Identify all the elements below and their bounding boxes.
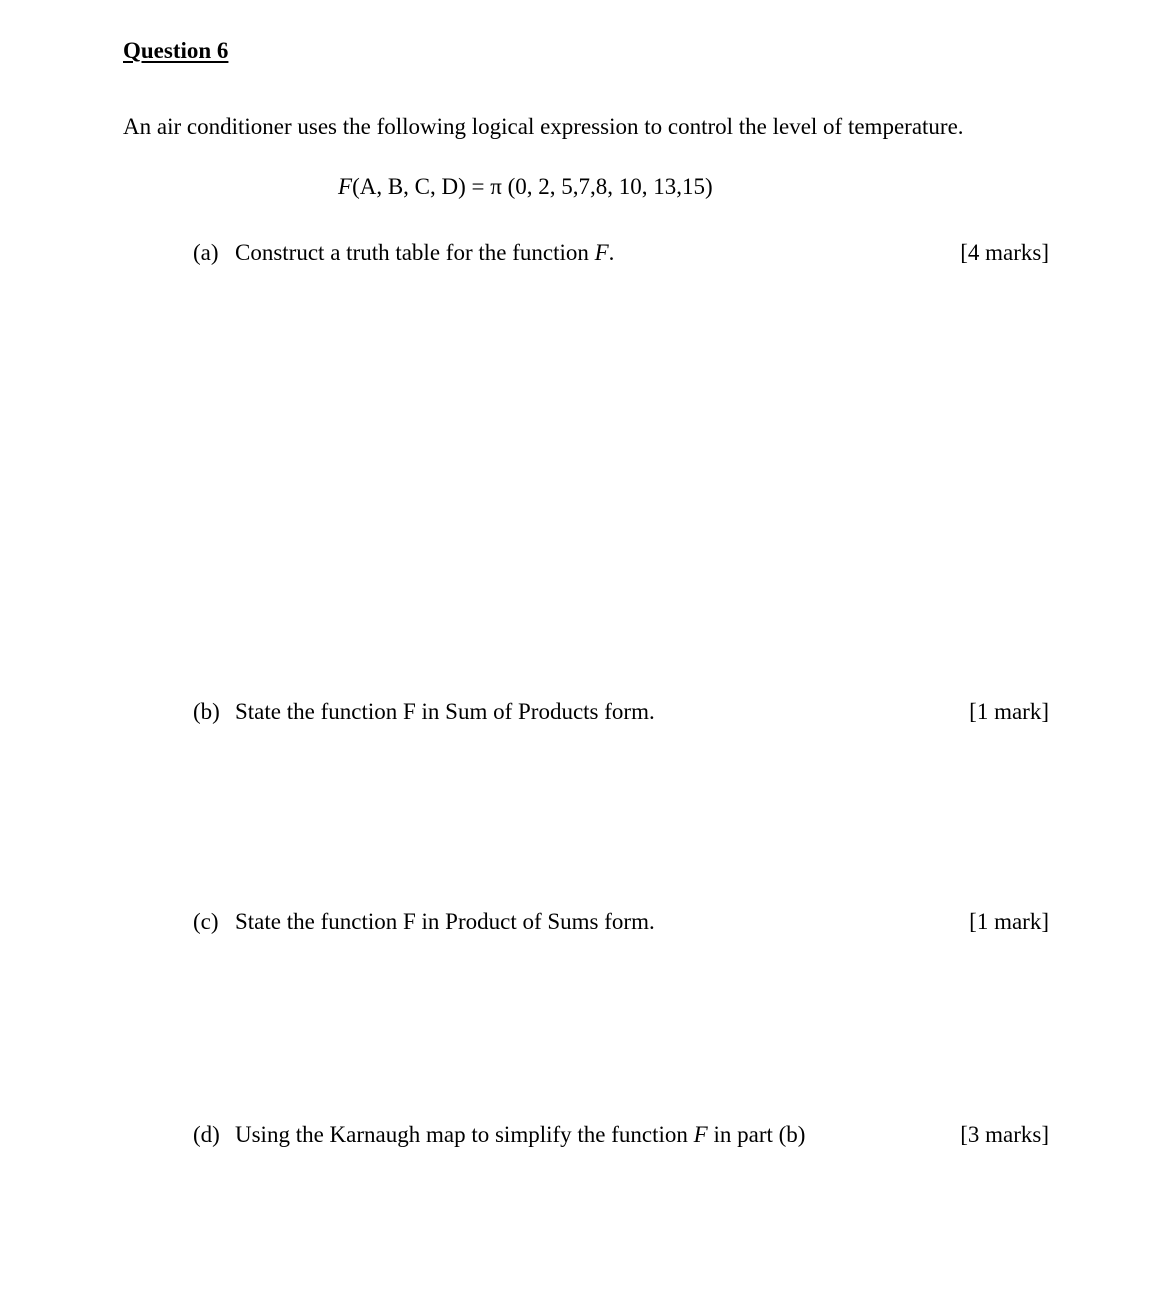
part-a-label: (a)	[193, 240, 219, 265]
part-a-text	[235, 240, 614, 266]
part-d-text	[235, 1122, 805, 1148]
part-c-text: State the function F in Product of Sums form.	[235, 909, 655, 934]
part-d	[193, 1122, 1049, 1152]
part-c-label: (c)	[193, 909, 219, 934]
part-a	[193, 240, 1049, 270]
part-d-marks: [3 marks]	[960, 1122, 1049, 1147]
part-a-function-name: F	[594, 240, 609, 265]
expression-function-name: F	[338, 174, 353, 199]
part-d-label: (d)	[193, 1122, 220, 1147]
part-b	[193, 699, 1049, 729]
part-b-label: (b)	[193, 699, 220, 724]
expression-body: (A, B, C, D) = π (0, 2, 5,7,8, 10, 13,15)	[352, 174, 713, 199]
part-a-text-start: Construct a truth table for the function	[235, 240, 595, 265]
logic-expression	[338, 174, 713, 200]
part-d-text-end: in part (b)	[707, 1122, 806, 1147]
part-b-marks: [1 mark]	[969, 699, 1049, 724]
question-intro: An air conditioner uses the following logical expression to control the level of temperature.	[123, 114, 964, 139]
part-b-text: State the function F in Sum of Products form.	[235, 699, 655, 724]
part-c	[193, 909, 1049, 939]
part-c-marks: [1 mark]	[969, 909, 1049, 934]
part-d-text-start: Using the Karnaugh map to simplify the function	[235, 1122, 694, 1147]
part-a-marks: [4 marks]	[960, 240, 1049, 265]
question-title: Question 6	[123, 38, 229, 63]
part-a-text-end: .	[608, 240, 615, 265]
part-d-function-name: F	[693, 1122, 708, 1147]
